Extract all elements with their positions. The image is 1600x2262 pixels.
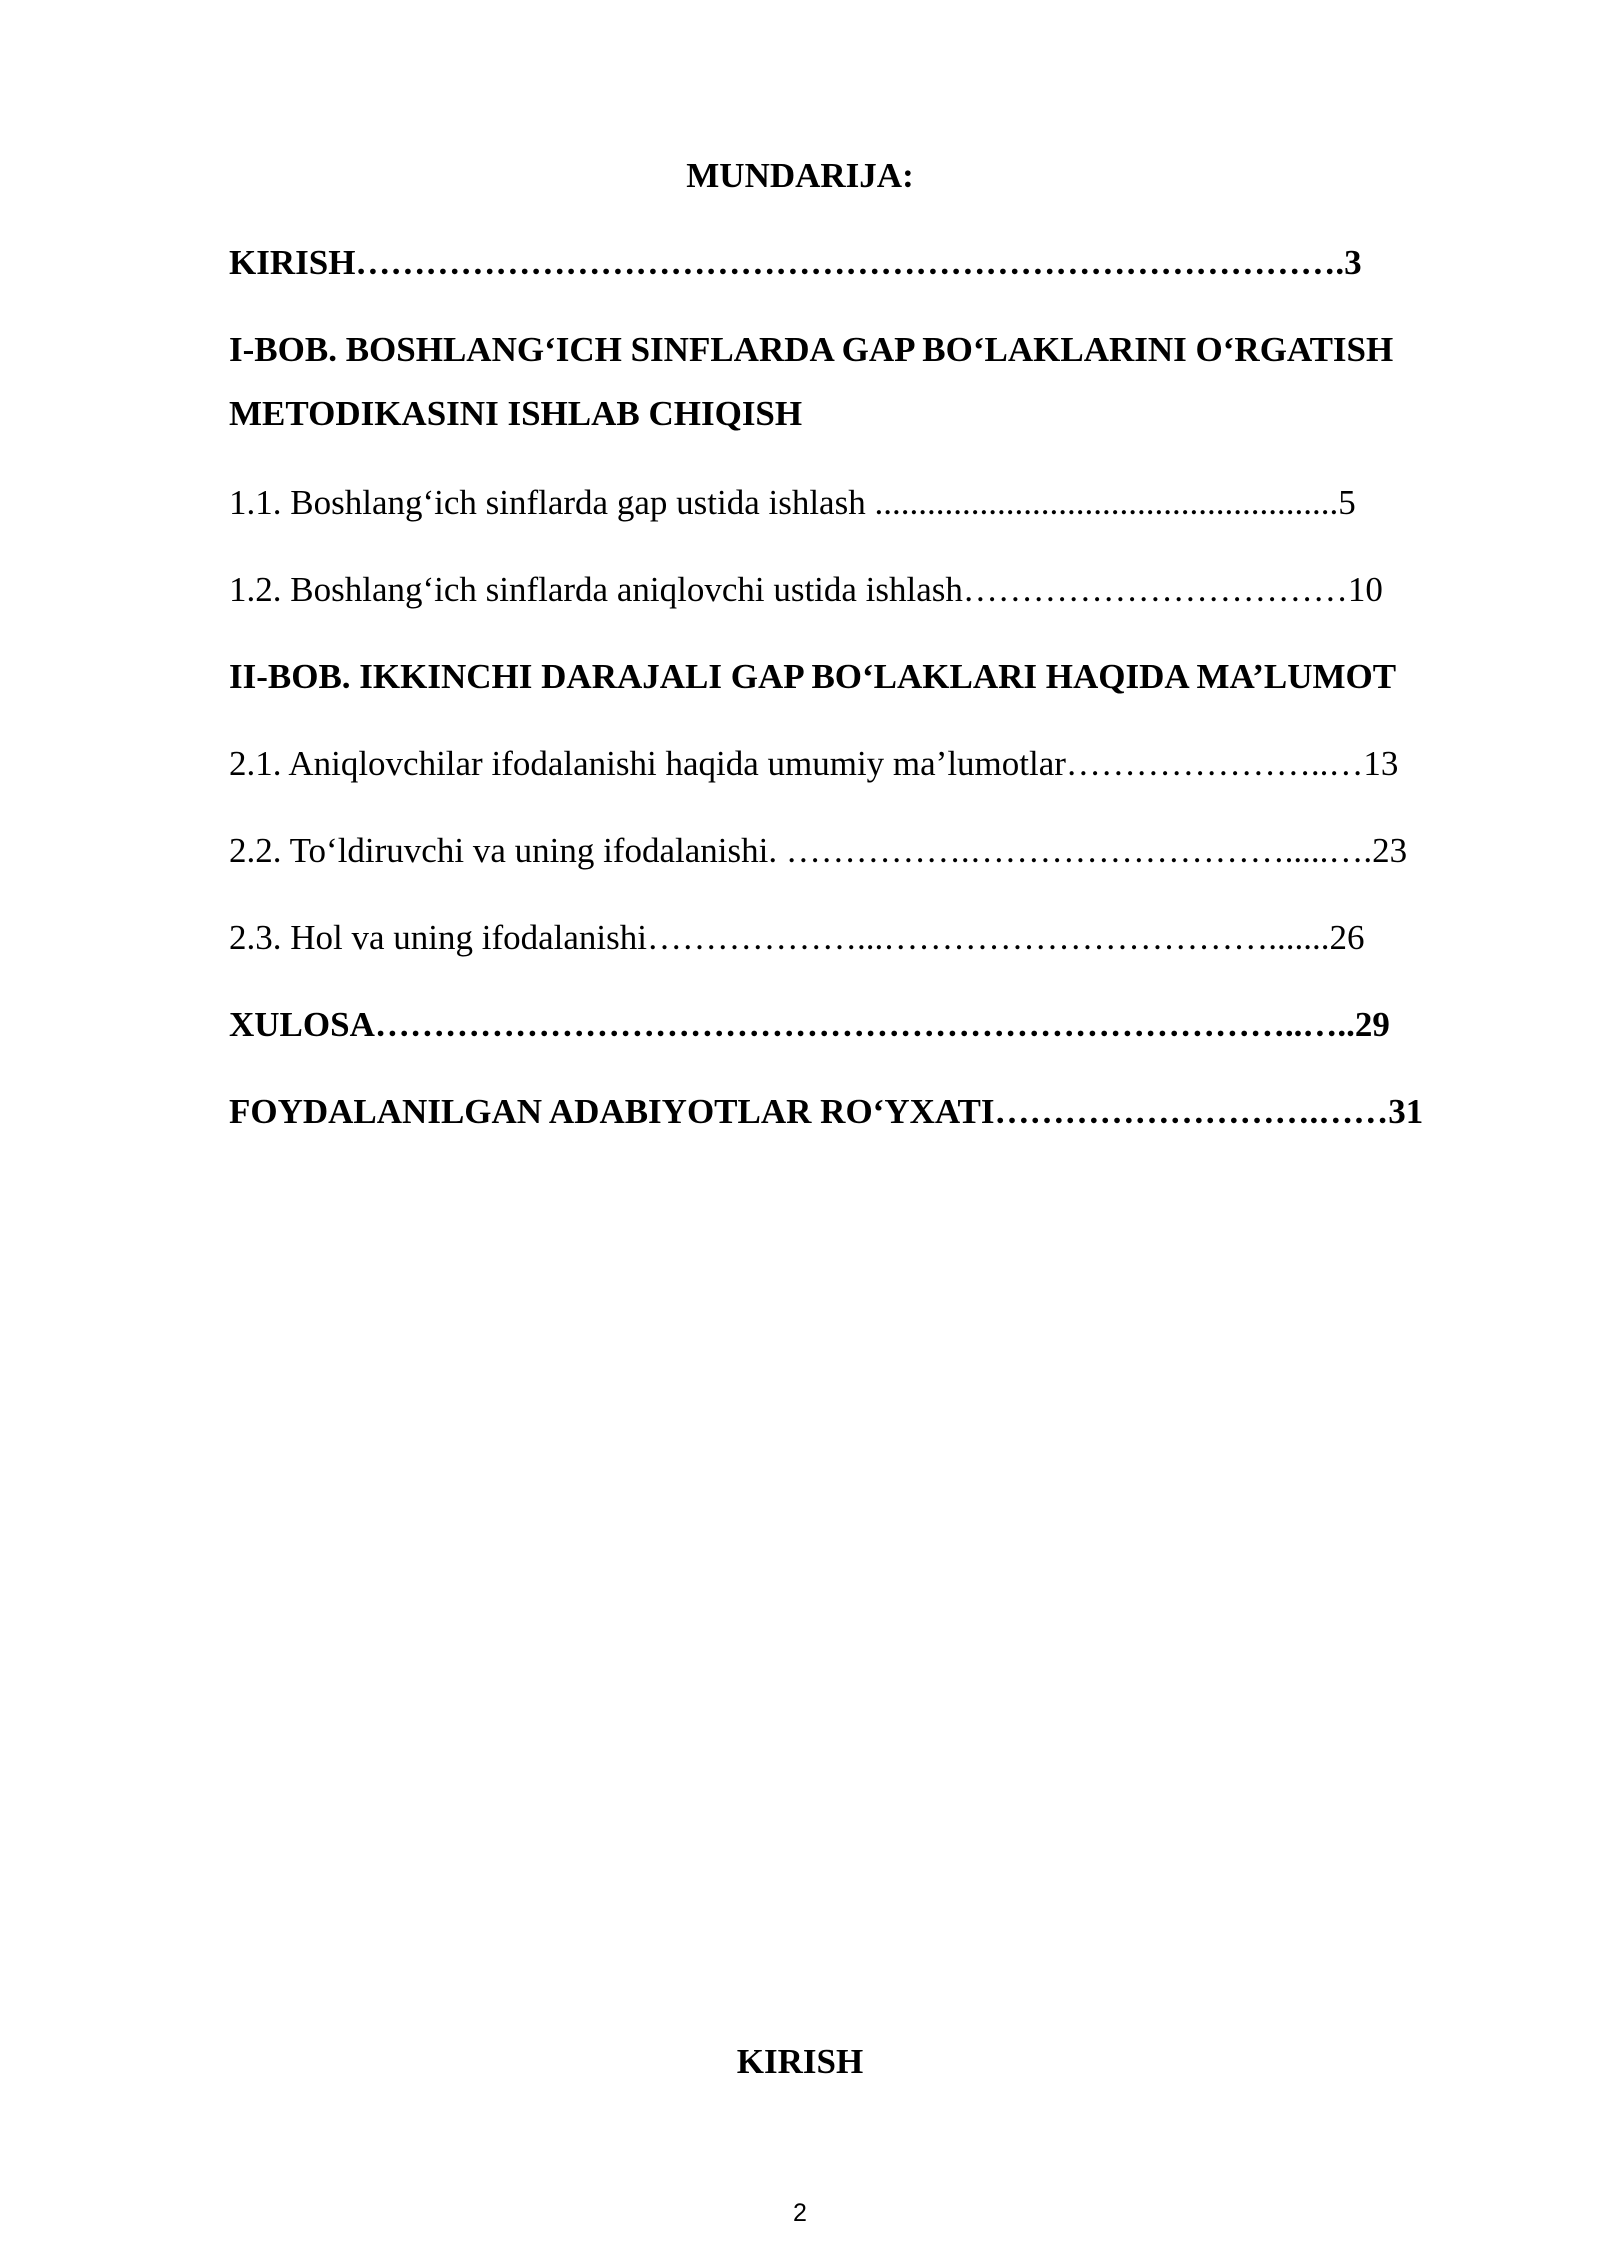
section-heading-kirish: KIRISH — [736, 2042, 864, 2081]
toc-entry-section-2-2: 2.2. To‘ldiruvchi va uning ifodalanishi. …………….……………………….....….23 — [229, 831, 1408, 870]
toc-entry-section-2-1: 2.1. Aniqlovchilar ifodalanishi haqida umumiy ma’lumotlar…………………..…13 — [229, 744, 1399, 783]
toc-title: MUNDARIJA: — [686, 156, 914, 195]
page-number: 2 — [793, 2199, 807, 2227]
toc-entry-chapter-1-line-1: I-BOB. BOSHLANG‘ICH SINFLARDA GAP BO‘LAKLARINI O‘RGATISH — [229, 330, 1394, 369]
toc-entry-xulosa: XULOSA……………………………………………………………………..…..29 — [229, 1005, 1390, 1044]
toc-entry-kirish: KIRISH………………………………………………………………………….3 — [229, 243, 1362, 282]
toc-entry-references: FOYDALANILGAN ADABIYOTLAR RO‘YXATI……………………….……31 — [229, 1092, 1424, 1131]
toc-entry-chapter-1-line-2: METODIKASINI ISHLAB CHIQISH — [229, 394, 803, 433]
toc-entry-section-2-3: 2.3. Hol va uning ifodalanishi………………...…………………………….......26 — [229, 918, 1365, 957]
toc-entry-section-1-1: 1.1. Boshlang‘ich sinflarda gap ustida ishlash .....................................................5 — [229, 483, 1356, 522]
toc-entry-section-1-2: 1.2. Boshlang‘ich sinflarda aniqlovchi ustida ishlash……………………………10 — [229, 570, 1383, 609]
toc-entry-chapter-2: II-BOB. IKKINCHI DARAJALI GAP BO‘LAKLARI HAQIDA MA’LUMOT — [229, 657, 1397, 696]
